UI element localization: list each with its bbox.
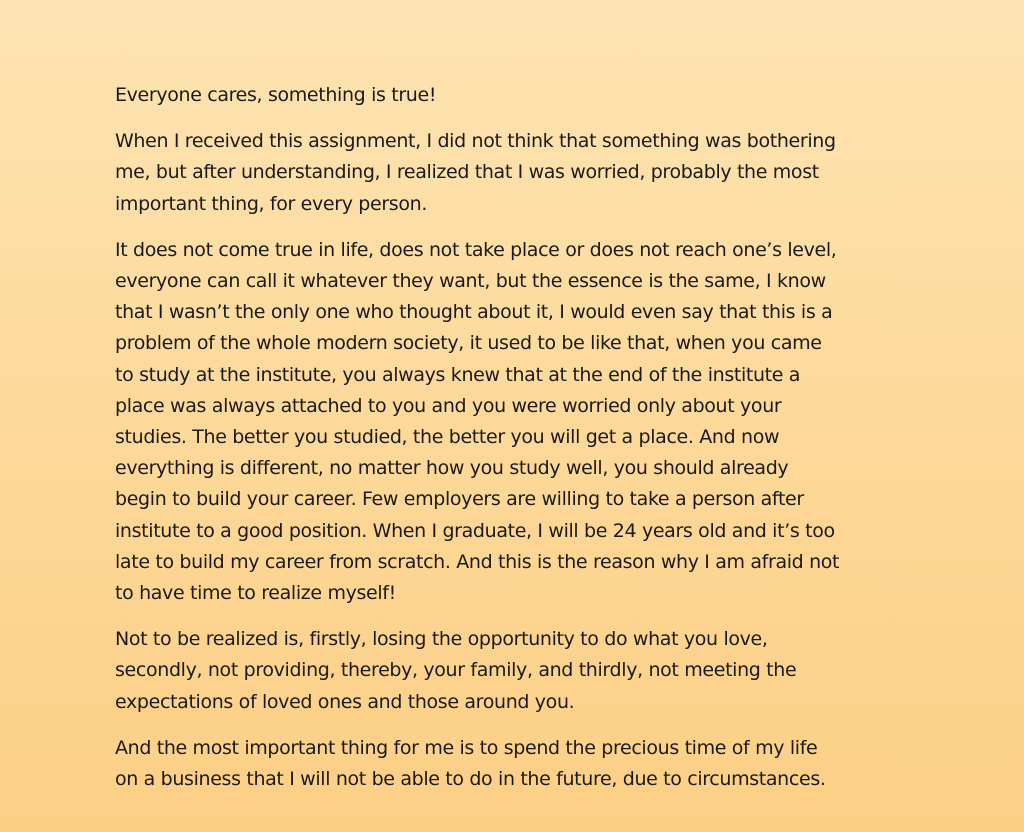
text-line: studies. The better you studied, the better you will get a place. And now (115, 426, 780, 449)
text-line: to study at the institute, you always knew that at the end of the institute a (115, 363, 801, 386)
text-line: on a business that I will not be able to do in the future, due to circumstances. (115, 768, 826, 791)
document-body (115, 80, 935, 810)
text-line: to have time to realize myself! (115, 582, 396, 605)
text-line: problem of the whole modern society, it used to be like that, when you came (115, 332, 822, 355)
paragraph-title (115, 80, 935, 111)
text-line: begin to build your career. Few employers are willing to take a person after (115, 488, 804, 511)
text-line: And the most important thing for me is to spend the precious time of my life (115, 736, 818, 759)
paragraph-3 (115, 624, 935, 718)
text-line: important thing, for every person. (115, 192, 428, 215)
text-line: everyone can call it whatever they want, but the essence is the same, I know (115, 270, 826, 293)
text-line: institute to a good position. When I graduate, I will be 24 years old and it’s too (115, 519, 835, 542)
paragraph-2 (115, 235, 935, 609)
paragraph-1 (115, 126, 935, 220)
text-line: secondly, not providing, thereby, your family, and thirdly, not meeting the (115, 659, 797, 682)
paragraph-4 (115, 733, 935, 795)
text-line: late to build my career from scratch. And this is the reason why I am afraid not (115, 550, 840, 573)
text-line: me, but after understanding, I realized that I was worried, probably the most (115, 161, 819, 184)
text-line: expectations of loved ones and those around you. (115, 690, 575, 713)
text-line: Not to be realized is, firstly, losing the opportunity to do what you love, (115, 628, 768, 651)
text-line: It does not come true in life, does not take place or does not reach one’s level, (115, 238, 837, 261)
text-line: When I received this assignment, I did not think that something was bothering (115, 130, 836, 153)
text-line: everything is different, no matter how you study well, you should already (115, 457, 789, 480)
text-line: that I wasn’t the only one who thought about it, I would even say that this is a (115, 301, 833, 324)
text-line: Everyone cares, something is true! (115, 84, 437, 106)
text-line: place was always attached to you and you were worried only about your (115, 394, 782, 417)
